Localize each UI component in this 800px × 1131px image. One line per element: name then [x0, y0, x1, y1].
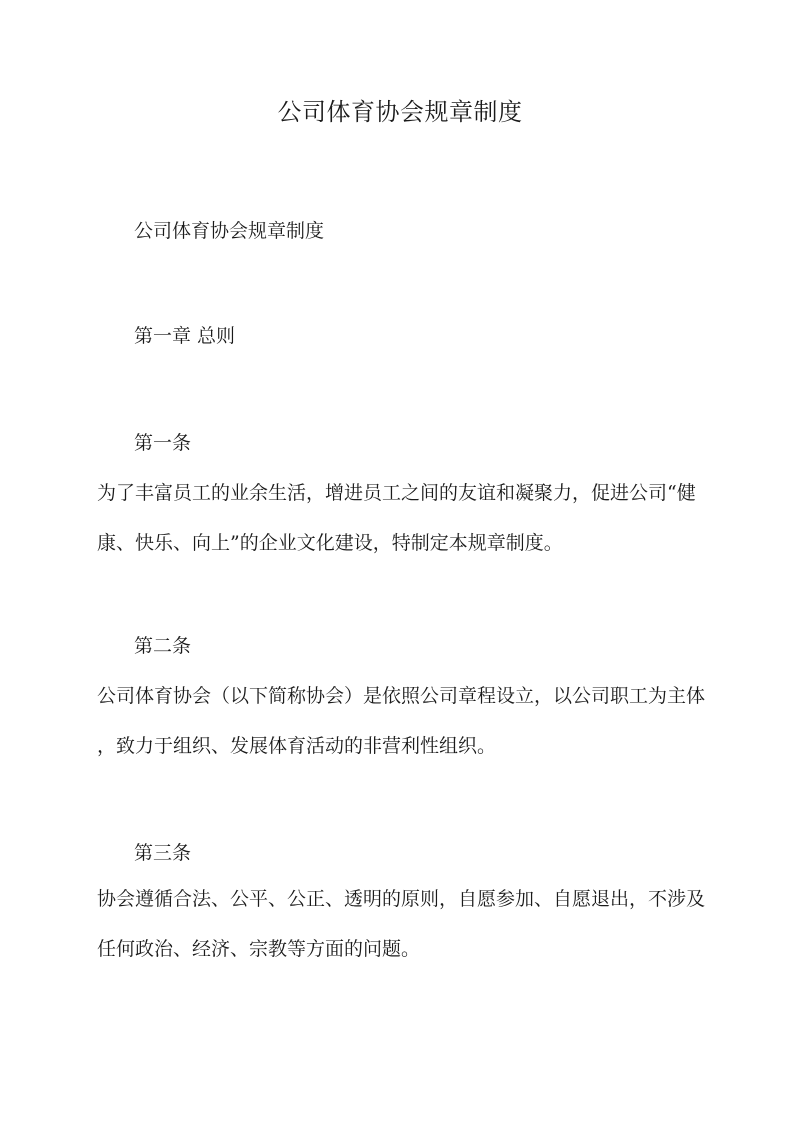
chapter-heading: 第一章 总则	[134, 325, 236, 347]
article-1-heading: 第一条	[134, 432, 192, 454]
article-3-text-line: 任何政治、经济、宗教等方面的问题。	[97, 938, 421, 960]
document-subtitle: 公司体育协会规章制度	[134, 220, 325, 242]
article-1-text-line: 康、快乐、向上”的企业文化建设，特制定本规章制度。	[97, 532, 563, 554]
document-title: 公司体育协会规章制度	[277, 98, 523, 126]
article-1-text-line: 为了丰富员工的业余生活，增进员工之间的友谊和凝聚力，促进公司“健	[97, 482, 696, 504]
article-3-text-line: 协会遵循合法、公平、公正、透明的原则，自愿参加、自愿退出，不涉及	[97, 888, 706, 910]
article-3-heading: 第三条	[134, 842, 192, 864]
article-2-text-line: ，致力于组织、发展体育活动的非营利性组织。	[97, 735, 497, 757]
article-2-text-line: 公司体育协会（以下简称协会）是依照公司章程设立，以公司职工为主体	[97, 685, 706, 707]
article-2-heading: 第二条	[134, 635, 192, 657]
